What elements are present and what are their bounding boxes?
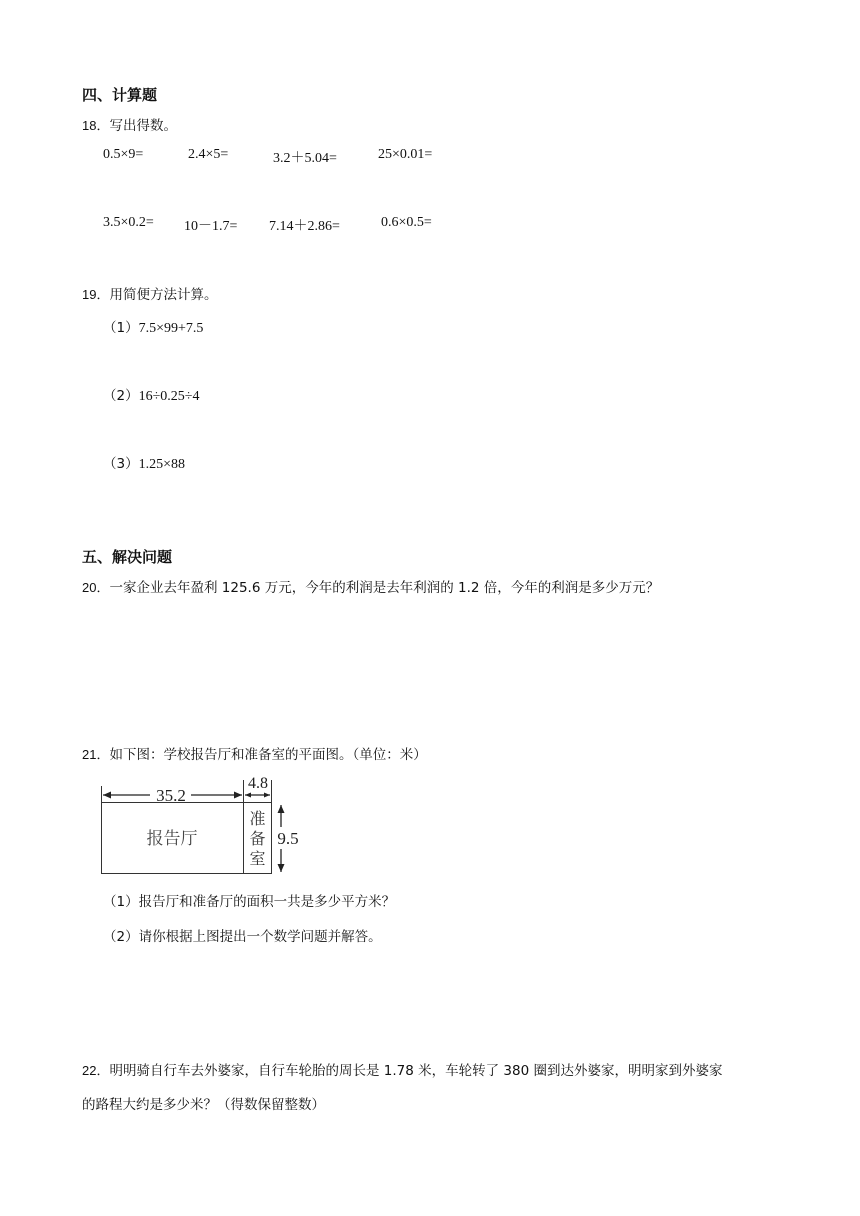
section-title: 四、计算题: [82, 86, 158, 104]
sub-question-label: （2）: [103, 929, 139, 945]
sub-question-label: （3）: [103, 456, 139, 472]
calc-item: 0.6×0.5=: [381, 215, 432, 230]
sub-question-expression: 1.25×88: [138, 457, 185, 472]
sub-question-text: 请你根据上图提出一个数学问题并解答。: [138, 929, 382, 945]
room-width-label: 4.8: [248, 775, 268, 792]
question-19: [82, 283, 217, 303]
section-title: 五、解决问题: [82, 548, 173, 566]
arrow-head: [245, 793, 251, 798]
sub-question-label: （1）: [103, 320, 139, 336]
question-text: 一家企业去年盈利 125.6 万元，今年的利润是去年利润的 1.2 倍，今年的利润是多少万元？: [109, 580, 660, 596]
arrow-head: [264, 793, 270, 798]
sub-question-expression: 16÷0.25÷4: [138, 389, 200, 404]
calc-item: 7.14＋2.86=: [269, 219, 340, 234]
sub-question-label: （2）: [103, 388, 139, 404]
sub-question: [103, 316, 203, 337]
question-text: 明明骑自行车去外婆家，自行车轮胎的周长是 1.78 米，车轮转了 380 圈到达外婆家，明明家到外婆家: [109, 1063, 723, 1079]
sub-question: [103, 452, 185, 473]
sub-question: [103, 890, 395, 910]
hall-width-label: 35.2: [156, 786, 186, 805]
question-text: 用简便方法计算。: [109, 287, 218, 303]
arrow-head: [103, 792, 111, 799]
room-label-char: 准: [249, 809, 266, 828]
calc-item: 2.4×5=: [188, 147, 229, 162]
question-text-continued: 的路程大约是多少米？（得数保留整数）: [82, 1097, 325, 1113]
sub-question: [103, 925, 382, 945]
question-number: 18．: [82, 118, 110, 133]
question-21: [82, 743, 427, 763]
calc-item: 25×0.01=: [378, 147, 433, 162]
arrow-head: [278, 864, 285, 872]
question-number: 20．: [82, 580, 110, 595]
sub-question-expression: 7.5×99+7.5: [138, 321, 204, 336]
question-20: [82, 576, 659, 596]
calc-item: 3.2＋5.04=: [273, 151, 337, 166]
question-number: 19．: [82, 287, 110, 302]
calc-item: 3.5×0.2=: [103, 215, 154, 230]
height-label: 9.5: [277, 829, 299, 848]
sub-question-label: （1）: [103, 894, 139, 910]
sub-question-text: 报告厅和准备厅的面积一共是多少平方米？: [138, 894, 396, 910]
question-number: 21．: [82, 747, 110, 762]
question-18: [82, 114, 177, 134]
calc-item: 10－1.7=: [184, 219, 238, 234]
question-text: 如下图：学校报告厅和准备室的平面图。（单位：米）: [109, 747, 427, 763]
arrow-head: [234, 792, 242, 799]
calc-item: 0.5×9=: [103, 147, 144, 162]
sub-question: [103, 384, 199, 405]
question-22: [82, 1059, 722, 1079]
arrow-head: [278, 805, 285, 813]
room-label-char: 室: [249, 849, 266, 868]
question-text: 写出得数。: [109, 118, 177, 134]
hall-label: 报告厅: [146, 829, 198, 849]
question-number: 22．: [82, 1063, 110, 1078]
floor-plan-figure: [96, 772, 306, 878]
room-label-char: 备: [249, 829, 266, 848]
